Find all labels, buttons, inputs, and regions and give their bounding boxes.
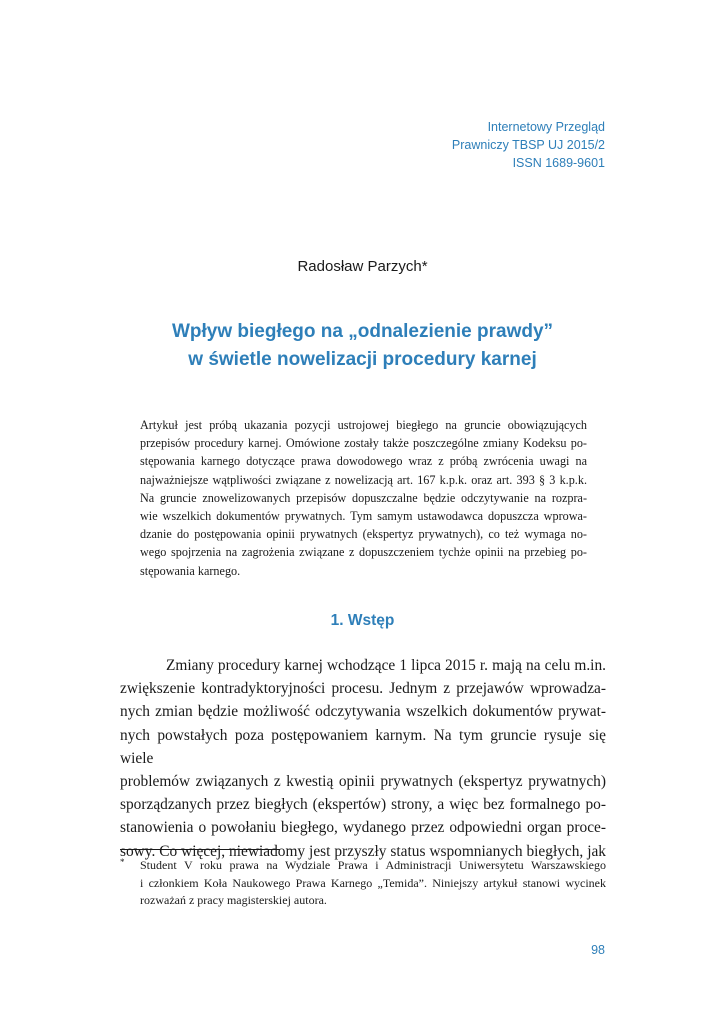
footnote	[120, 857, 606, 910]
body-line: sporządzanych przez biegłych (ekspertów) strony, a więc bez formalnego po-	[120, 796, 606, 814]
body-line: nych zmian będzie możliwość odczytywania wszelkich dokumentów prywat-	[120, 703, 606, 721]
journal-name-line-1: Internetowy Przegląd	[487, 120, 605, 134]
article-title-line-1: Wpływ biegłego na „odnalezienie prawdy”	[171, 321, 554, 342]
abstract-line: stępowania karnego.	[140, 563, 241, 578]
section-heading: 1. Wstęp	[330, 612, 395, 629]
body-line: zwiększenie kontradyktoryjności procesu. Jednym z przejawów wprowadza-	[120, 680, 606, 698]
body-line: Zmiany procedury karnej wchodzące 1 lipca 2015 r. mają na celu m.in.	[166, 657, 606, 674]
page-number: 98	[591, 943, 605, 957]
body-line: nych powstałych poza postępowaniem karnym. Na tym gruncie rysuje się wiele	[120, 726, 606, 767]
body-line: stanowienia o powołaniu biegłego, wydanego przez odpowiedni organ proce-	[120, 819, 606, 837]
body-line: sowy. Co więcej, niewiadomy jest przyszły status wspomnianych biegłych, jak	[120, 842, 606, 860]
journal-header	[452, 118, 605, 172]
abstract-line: Na gruncie znowelizowanych przepisów dopuszczalne będzie odczytywanie na rozpra-	[140, 490, 587, 505]
footnote-text	[140, 857, 606, 910]
abstract-line: najważniejsze wątpliwości związane z nowelizacją art. 167 k.p.k. oraz art. 393 § 3 k.p.k.	[140, 472, 587, 487]
abstract-line: wego spojrzenia na zagrożenia związane z dopuszczeniem tychże opinii na przebieg po-	[140, 545, 587, 560]
author-name: Radosław Parzych*	[297, 258, 428, 275]
abstract	[140, 416, 587, 580]
article-title	[0, 318, 725, 374]
abstract-line: stępowania karnego dotyczące prawa dowodowego wraz z próbą zwrócenia uwagi na	[140, 454, 587, 469]
abstract-line: Artykuł jest próbą ukazania pozycji ustrojowej biegłego na gruncie obowiązujących	[140, 418, 587, 432]
body-line: problemów związanych z kwestią opinii prywatnych (ekspertyz prywatnych)	[120, 773, 606, 791]
footnote-divider	[120, 849, 280, 850]
abstract-line: dzanie do postępowania opinii prywatnych (ekspertyz prywatnych), co też wymaga no-	[140, 527, 587, 542]
footnote-mark: *	[120, 857, 125, 867]
footnote-line: rozważań z pracy magisterskiej autora.	[140, 893, 327, 907]
abstract-line: wie wszelkich dokumentów prywatnych. Tym samym ustawodawca dopuszcza wprowa-	[140, 509, 587, 524]
footnote-line: i członkiem Koła Naukowego Prawa Karnego „Temida”. Niniejszy artykuł stanowi wycinek	[140, 875, 606, 890]
body-paragraph	[120, 654, 606, 863]
article-title-line-2: w świetle nowelizacji procedury karnej	[188, 349, 537, 370]
journal-issn: ISSN 1689-9601	[512, 156, 605, 170]
footnote-line: Student V roku prawa na Wydziale Prawa i Administracji Uniwersytetu Warszawskiego	[140, 858, 606, 872]
abstract-line: przepisów procedury karnej. Omówione zostały także poszczególne zmiany Kodeksu po-	[140, 436, 587, 451]
journal-name-line-2: Prawniczy TBSP UJ 2015/2	[451, 138, 605, 152]
